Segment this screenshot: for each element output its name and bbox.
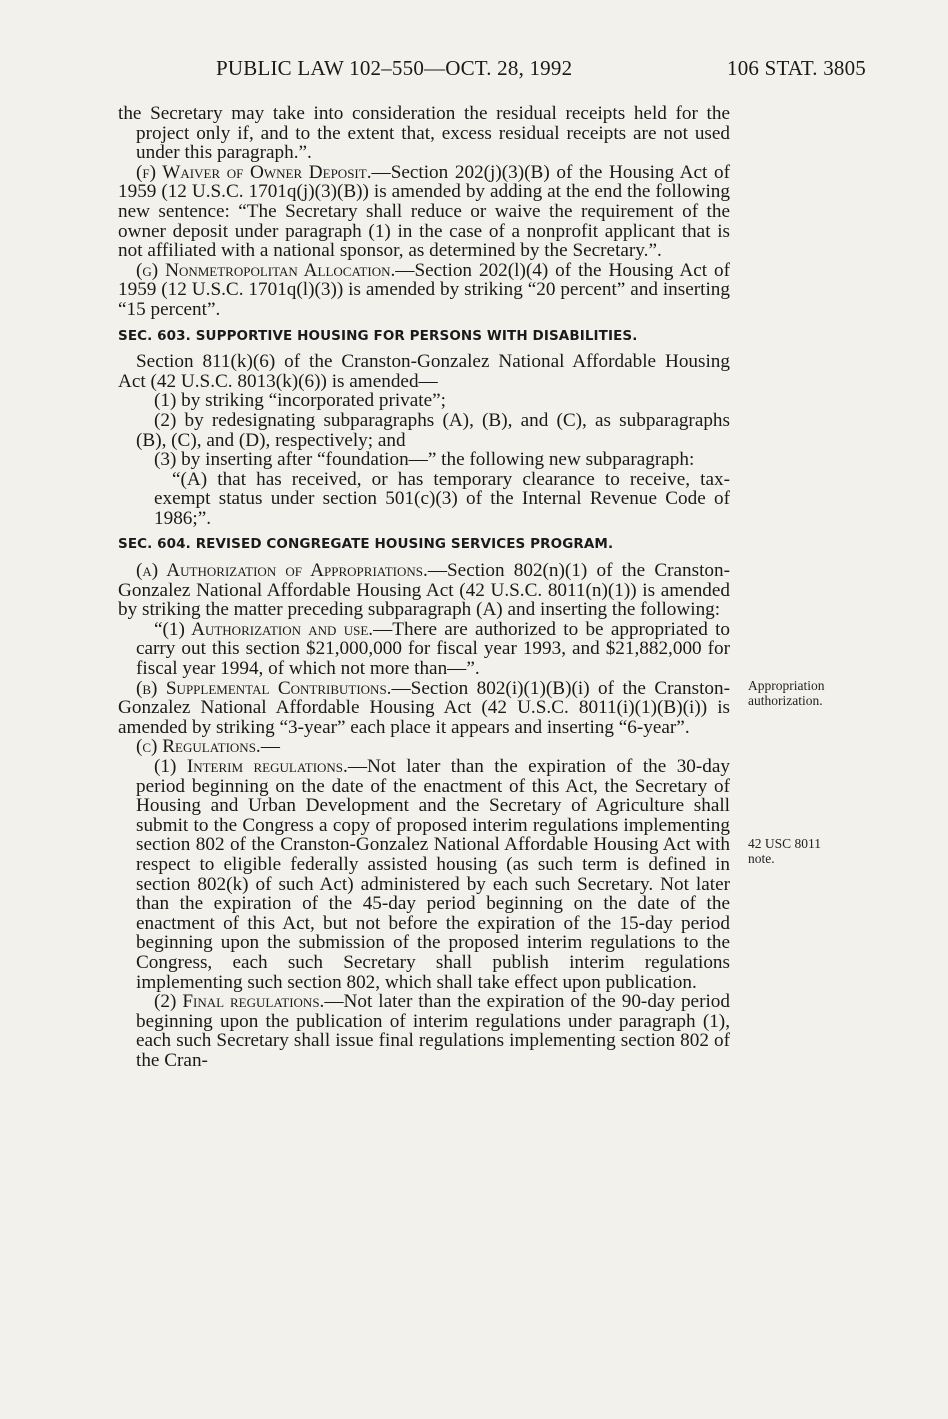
section-603-intro: Section 811(k)(6) of the Cranston-Gonzalez National Affordable Housing Act (42 U.S.C. 8013(k)(6)) is amended— xyxy=(118,351,730,392)
paragraph-a1 xyxy=(118,620,730,679)
subsection-c xyxy=(118,737,730,757)
subsection-b-text: —Section 802(i)(1)(B)(i) of the Cranston-Gonzalez National Affordable Housing Act (42 U.S.C. 8011(i)(1)(B)(i)) is amended by striking “3-year” each place it appears and inserting “6-year”. xyxy=(118,677,730,738)
paragraph-c2-heading: (2) Final regulations. xyxy=(154,991,325,1013)
section-604-heading: SEC. 604. REVISED CONGREGATE HOUSING SERVICES PROGRAM. xyxy=(118,536,614,553)
margin-note-usc: 42 USC 8011 note. xyxy=(748,836,822,866)
margin-note-appropriation: Appropriation authorization. xyxy=(748,678,825,708)
section-603-item-3: (3) by inserting after “foundation—” the following new subparagraph: xyxy=(154,449,695,471)
subsection-b-heading: (b) Supplemental Contributions. xyxy=(136,677,392,699)
paragraph-c2 xyxy=(118,992,730,1070)
paragraph-a1-heading: “(1) Authorization and use. xyxy=(154,618,374,640)
paragraph-c1 xyxy=(118,757,730,992)
section-603-item-1: (1) by striking “incorporated private”; xyxy=(154,390,446,412)
paragraph-c1-text: —Not later than the expiration of the 30-day period beginning on the date of the enactment of this Act, the Secretary of Housing and Urban Development and the Secretary of Agriculture shall submit to the Congress a copy of proposed interim regulations implementing section 802 of the Cranston-Gonzalez National Affordable Housing Act with respect to eligible federally assisted housing (as such term is defined in section 802(k) of such Act) administered by each such Secretary. Not later than the expiration of the 45-day period beginning on the date of the enactment of this Act, but not before the expiration of the 15-day period beginning upon the submission of the proposed interim regulations to the Congress, each such Secretary shall publish interim regulations implementing such section 802, which shall take effect upon publication. xyxy=(136,756,730,993)
subsection-c-heading: (c) Regulations. xyxy=(136,736,261,758)
section-603-heading: SEC. 603. SUPPORTIVE HOUSING FOR PERSONS WITH DISABILITIES. xyxy=(118,327,638,344)
subsection-f-heading: (f) Waiver of Owner Deposit. xyxy=(136,161,372,183)
paragraph-c1-heading: (1) Interim regulations. xyxy=(154,756,348,777)
section-603-subparagraph-a: “(A) that has received, or has temporary clearance to receive, tax-exempt status under section 501(c)(3) of the Internal Revenue Code of 1986;”. xyxy=(154,468,730,529)
paragraph-a1-text: —There are authorized to be appropriated to carry out this section $21,000,000 for fiscal year 1993, and $21,882,000 for fiscal year 1994, of which not more than—”. xyxy=(136,618,731,680)
section-603-item-2: (2) by redesignating subparagraphs (A), (B), and (C), as subparagraphs (B), (C), and (D), respectively; and xyxy=(136,409,730,451)
subsection-f xyxy=(118,163,730,261)
subsection-g-text: —Section 202(l)(4) of the Housing Act of 1959 (12 U.S.C. 1701q(l)(3)) is amended by striking “20 percent” and inserting “15 percent”. xyxy=(118,259,730,320)
running-title: PUBLIC LAW 102–550—OCT. 28, 1992 xyxy=(216,56,573,80)
document-body xyxy=(118,104,730,1071)
paragraph-c2-text: —Not later than the expiration of the 90-day period beginning upon the publication of interim regulations under paragraph (1), each such Secretary shall issue final regulations implementing section 802 of the Cran- xyxy=(136,991,730,1071)
subsection-a-heading: (a) Authorization of Appropriations. xyxy=(136,560,428,582)
subsection-a xyxy=(118,561,730,620)
subsection-b xyxy=(118,679,730,738)
subsection-a-text: —Section 802(n)(1) of the Cranston-Gonzalez National Affordable Housing Act (42 U.S.C. 8011(n)(1)) is amended by striking the matter preceding subparagraph (A) and inserting the following: xyxy=(118,560,730,621)
paragraph-continuation: the Secretary may take into consideration the residual receipts held for the project only if, and to the extent that, excess residual receipts are not used under this paragraph.”. xyxy=(118,103,730,164)
subsection-g-heading: (g) Nonmetropolitan Allocation. xyxy=(136,259,396,281)
stat-page-number: 106 STAT. 3805 xyxy=(727,56,866,80)
subsection-f-text: —Section 202(j)(3)(B) of the Housing Act of 1959 (12 U.S.C. 1701q(j)(3)(B)) is amended by adding at the end the following new sentence: “The Secretary shall reduce or waive the requirement of the owner deposit under paragraph (1) in the case of a nonprofit applicant that is not affiliated with a national sponsor, as determined by the Secretary.”. xyxy=(118,161,730,262)
subsection-c-text: — xyxy=(260,736,280,758)
subsection-g xyxy=(118,261,730,320)
